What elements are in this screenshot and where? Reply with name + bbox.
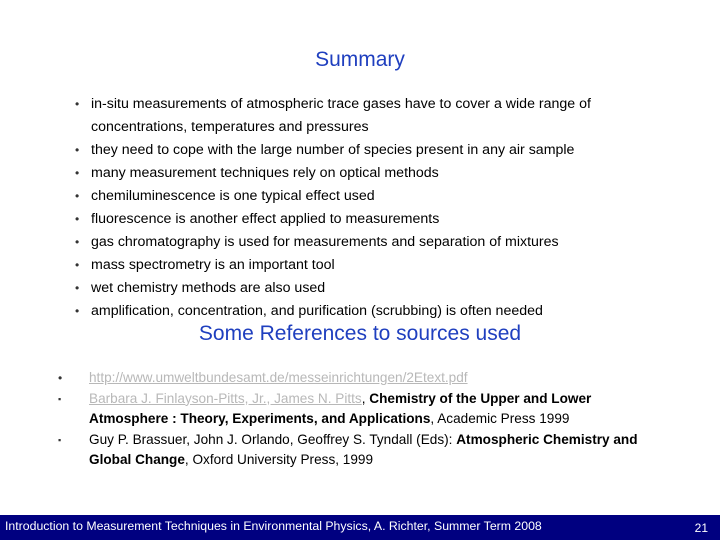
- summary-item: • fluorescence is another effect applied to measurements: [73, 208, 653, 231]
- reference-authors-link[interactable]: Barbara J. Finlayson-Pitts, Jr., James N. Pitts: [89, 390, 362, 406]
- reference-publisher: , Oxford University Press, 1999: [184, 452, 374, 467]
- summary-item: • amplification, concentration, and purification (scrubbing) is often needed: [73, 300, 653, 323]
- summary-item: • they need to cope with the large number of species present in any air sample: [73, 139, 653, 162]
- reference-item: [58, 430, 643, 471]
- page-number: 21: [694, 521, 708, 535]
- references-list: [58, 368, 643, 471]
- reference-title: Chemistry of the Upper and Lower Atmosphere : Theory, Experiments, and Applications: [89, 390, 592, 426]
- reference-item: [58, 368, 643, 389]
- reference-authors: Guy P. Brassuer, John J. Orlando, Geoffrey S. Tyndall (Eds):: [89, 431, 457, 447]
- reference-publisher: , Academic Press 1999: [430, 411, 570, 426]
- slide-title: Summary: [315, 48, 405, 71]
- summary-item: • gas chromatography is used for measurements and separation of mixtures: [73, 231, 653, 254]
- reference-item: [58, 389, 643, 430]
- reference-title: Atmospheric Chemistry and Global Change: [89, 431, 638, 467]
- summary-item: • chemiluminescence is one typical effect used: [73, 185, 653, 208]
- reference-link[interactable]: http://www.umweltbundesamt.de/messeinrichtungen/2Etext.pdf: [89, 370, 468, 385]
- reference-separator: ,: [361, 390, 370, 406]
- summary-item: • in-situ measurements of atmospheric trace gases have to cover a wide range of concentrations, temperatures and pressures: [73, 93, 653, 139]
- footer-text: Introduction to Measurement Techniques in Environmental Physics, A. Richter, Summer Term 2008: [5, 519, 542, 533]
- references-title: Some References to sources used: [198, 322, 522, 345]
- summary-item: • mass spectrometry is an important tool: [73, 254, 653, 277]
- summary-item: • wet chemistry methods are also used: [73, 277, 653, 300]
- footer-bar: [0, 515, 720, 540]
- summary-list: [73, 93, 653, 323]
- summary-item: • many measurement techniques rely on optical methods: [73, 162, 653, 185]
